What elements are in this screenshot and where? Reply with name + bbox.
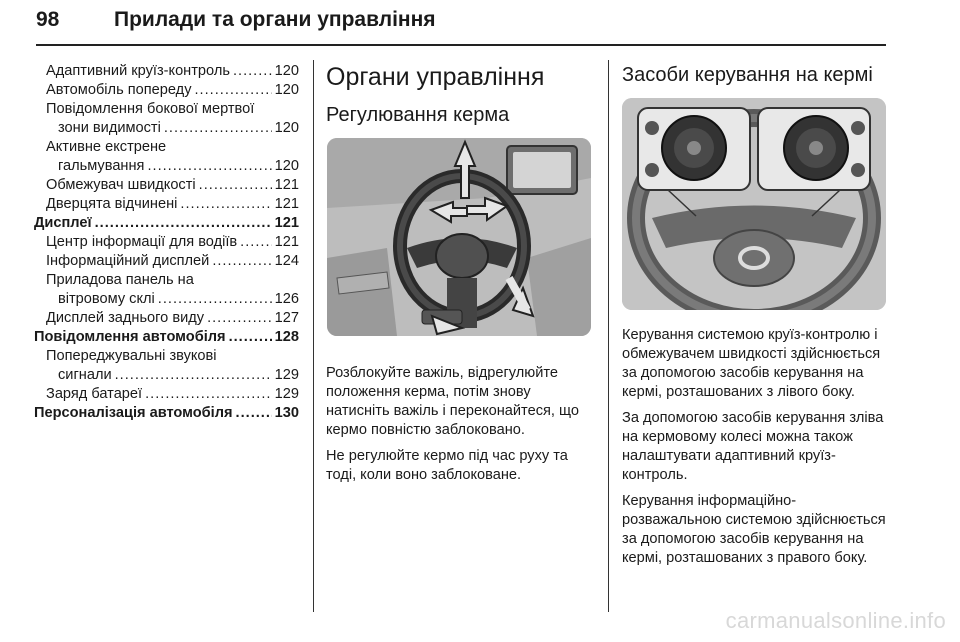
- table-of-contents: [34, 62, 299, 423]
- paragraph: Розблокуйте важіль, відрегулюйте положення керма, потім знову натисніть важіль і переконайтеся, що кермо повністю заблоковано.: [326, 365, 579, 438]
- toc-page-number: 124: [274, 253, 299, 269]
- toc-entry[interactable]: [34, 138, 299, 157]
- toc-leader-dots: [212, 252, 271, 271]
- toc-leader-dots: [180, 195, 271, 214]
- toc-entry[interactable]: [34, 62, 299, 81]
- toc-page-number: 130: [274, 405, 299, 421]
- toc-entry[interactable]: [34, 176, 299, 195]
- paragraph: Керування інформаційно-розважальною системою здійснюється за допомогою засобів керування на кермі, розташованих з правого боку.: [622, 493, 886, 566]
- toc-entry[interactable]: [34, 100, 299, 119]
- toc-entry-title: сигнали: [58, 367, 112, 383]
- toc-entry-title: Дисплеї: [34, 215, 92, 231]
- toc-entry[interactable]: [34, 309, 299, 328]
- toc-entry[interactable]: [34, 195, 299, 214]
- toc-leader-dots: [207, 309, 272, 328]
- toc-leader-dots: [195, 81, 272, 100]
- toc-entry-title: вітровому склі: [58, 291, 155, 307]
- toc-leader-dots: [199, 176, 272, 195]
- toc-page-number: 121: [274, 215, 299, 231]
- toc-leader-dots: [158, 290, 272, 309]
- controls-section: [326, 62, 596, 128]
- paragraph: За допомогою засобів керування зліва на кермовому колесі можна також налаштувати адаптивний круїз-контроль.: [622, 410, 884, 483]
- toc-page-number: 120: [274, 63, 299, 79]
- toc-page-number: 128: [274, 329, 299, 345]
- subsection-heading: Регулювання керма: [326, 104, 510, 126]
- header-rule: [36, 44, 886, 46]
- toc-entry-title: Повідомлення бокової мертвої: [46, 101, 255, 117]
- steering-controls-section: [622, 62, 892, 88]
- steering-wheel-controls-illustration: [622, 98, 886, 310]
- section-heading: Засоби керування на кермі: [622, 64, 873, 86]
- toc-page-number: 126: [274, 291, 299, 307]
- watermark: carmanualsonline.info: [725, 608, 946, 633]
- toc-leader-dots: [147, 157, 271, 176]
- toc-entry[interactable]: [34, 233, 299, 252]
- toc-entry-title: Персоналізація автомобіля: [34, 405, 233, 421]
- toc-entry-title: Активне екстрене: [46, 139, 167, 155]
- column-divider-right: [608, 60, 609, 612]
- toc-section-entry[interactable]: [34, 404, 299, 423]
- toc-entry[interactable]: [34, 271, 299, 290]
- toc-page-number: 121: [274, 177, 299, 193]
- toc-entry-title: зони видимості: [58, 120, 161, 136]
- toc-page-number: 120: [274, 120, 299, 136]
- toc-section-entry[interactable]: [34, 328, 299, 347]
- steering-adjustment-illustration: [327, 138, 591, 336]
- paragraph: Не регулюйте кермо під час руху та тоді, коли воно заблоковане.: [326, 448, 568, 483]
- toc-entry[interactable]: [34, 252, 299, 271]
- toc-entry-title: Обмежувач швидкості: [46, 177, 196, 193]
- toc-page-number: 120: [274, 158, 299, 174]
- toc-leader-dots: [164, 119, 272, 138]
- toc-entry[interactable]: [34, 290, 299, 309]
- toc-section-entry[interactable]: [34, 214, 299, 233]
- toc-entry-title: Інформаційний дисплей: [46, 253, 210, 269]
- toc-entry-title: Повідомлення автомобіля: [34, 329, 226, 345]
- steering-controls-text: [622, 326, 892, 575]
- toc-leader-dots: [145, 385, 272, 404]
- toc-entry[interactable]: [34, 347, 299, 366]
- toc-entry[interactable]: [34, 119, 299, 138]
- toc-leader-dots: [233, 62, 272, 81]
- toc-leader-dots: [115, 366, 272, 385]
- toc-page-number: 129: [274, 386, 299, 402]
- toc-page-number: 120: [274, 82, 299, 98]
- toc-entry-title: Дверцята відчинені: [46, 196, 178, 212]
- paragraph: Керування системою круїз-контролю і обмежувачем швидкості здійснюється за допомогою засобів керування на кермі, розташованих з лівого боку.: [622, 327, 881, 400]
- toc-page-number: 121: [274, 234, 299, 250]
- toc-entry-title: Дисплей заднього виду: [46, 310, 205, 326]
- toc-leader-dots: [236, 404, 272, 423]
- toc-page-number: 129: [274, 367, 299, 383]
- column-divider-left: [313, 60, 314, 612]
- toc-entry[interactable]: [34, 157, 299, 176]
- section-heading: Органи управління: [326, 63, 545, 91]
- page-number: 98: [36, 8, 60, 31]
- toc-entry-title: гальмування: [58, 158, 145, 174]
- toc-entry-title: Автомобіль попереду: [46, 82, 192, 98]
- toc-leader-dots: [240, 233, 271, 252]
- toc-entry[interactable]: [34, 385, 299, 404]
- toc-page-number: 121: [274, 196, 299, 212]
- toc-leader-dots: [95, 214, 272, 233]
- toc-entry[interactable]: [34, 366, 299, 385]
- toc-entry-title: Приладова панель на: [46, 272, 194, 288]
- toc-leader-dots: [229, 328, 272, 347]
- toc-entry-title: Попереджувальні звукові: [46, 348, 217, 364]
- toc-entry[interactable]: [34, 81, 299, 100]
- page-header: [36, 8, 888, 42]
- steering-adjustment-text: [326, 364, 596, 492]
- page-title: Прилади та органи управління: [114, 8, 436, 31]
- toc-entry-title: Адаптивний круїз-контроль: [46, 63, 230, 79]
- toc-entry-title: Заряд батареї: [46, 386, 143, 402]
- toc-page-number: 127: [274, 310, 299, 326]
- toc-entry-title: Центр інформації для водіїв: [46, 234, 238, 250]
